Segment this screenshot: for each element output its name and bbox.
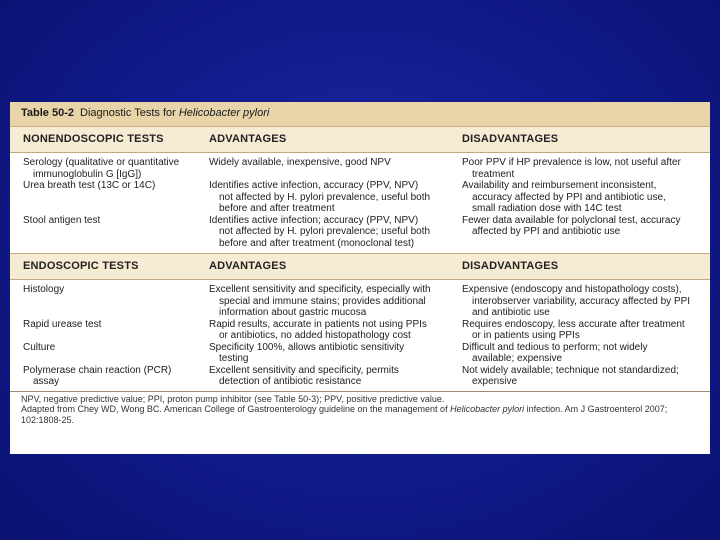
cell-line: Stool antigen test — [23, 214, 101, 226]
nonendoscopic-section — [10, 127, 710, 249]
disadvantages-cell — [451, 342, 710, 365]
table-footnote — [10, 391, 710, 426]
cell-line: Poor PPV if HP prevalence is low, not useful after — [462, 157, 681, 168]
table-row — [10, 319, 710, 342]
advantages-cell — [196, 365, 451, 388]
cell-line: information about gastric mucosa — [219, 307, 367, 318]
source-citation — [21, 404, 699, 415]
cell-line: Serology (qualitative or quantitative — [23, 157, 180, 168]
table-row — [10, 157, 710, 180]
header-disadvantages: DISADVANTAGES — [462, 132, 559, 145]
disadvantages-cell — [451, 365, 710, 388]
table-row — [10, 365, 710, 388]
disadvantages-cell — [451, 157, 710, 180]
cell-line: before and after treatment — [219, 203, 335, 214]
cell-line: immunoglobulin G [IgG]) — [33, 168, 142, 180]
test-cell — [10, 319, 196, 342]
cell-line: available; expensive — [472, 353, 563, 364]
test-cell — [10, 157, 196, 180]
disadvantages-cell — [451, 215, 710, 250]
cell-line: assay — [33, 376, 60, 387]
disadvantages-cell — [451, 180, 710, 215]
cell-line: Excellent sensitivity and specificity, especially with — [209, 284, 431, 295]
header-tests: NONENDOSCOPIC TESTS — [23, 132, 164, 145]
advantages-cell — [196, 215, 451, 250]
header-advantages: ADVANTAGES — [209, 259, 287, 272]
cell-line: Rapid results, accurate in patients not using PPIs — [209, 318, 427, 330]
cell-line: not affected by H. pylori prevalence; useful both — [219, 226, 431, 237]
table-number: Table 50-2 — [21, 107, 74, 120]
endoscopic-rows — [10, 280, 710, 388]
advantages-cell — [196, 157, 451, 180]
nonendoscopic-header-row — [10, 127, 710, 153]
advantages-cell — [196, 342, 451, 365]
header-disadvantages: DISADVANTAGES — [462, 259, 559, 272]
citation-pages: 102:1808-25. — [21, 414, 75, 425]
cell-line: Not widely available; technique not standardized; — [462, 364, 679, 376]
cell-line: or antibiotics, no added histopathology cost — [219, 330, 411, 341]
cell-line: Excellent sensitivity and specificity, permits — [209, 364, 399, 376]
abbreviations-note: NPV, negative predictive value; PPI, proton pump inhibitor (see Table 50-3); PPV, positive predictive value. — [21, 393, 445, 404]
table-title-text: Diagnostic Tests for — [80, 107, 176, 120]
cell-line: Widely available, inexpensive, good NPV — [209, 157, 391, 168]
table-row — [10, 215, 710, 250]
advantages-cell — [196, 319, 451, 342]
cell-line: or in patients using PPIs — [472, 330, 580, 341]
cell-line: before and after treatment (monoclonal test) — [219, 237, 415, 249]
disadvantages-cell — [451, 284, 710, 319]
header-advantages: ADVANTAGES — [209, 132, 287, 145]
table-row — [10, 180, 710, 215]
table-title-organism: Helicobacter pylori — [178, 107, 270, 120]
cell-line: Availability and reimbursement inconsistent, — [462, 180, 657, 191]
cell-line: small radiation dose with 14C test — [472, 203, 622, 214]
citation-organism: Helicobacter pylori — [450, 404, 525, 414]
test-cell — [10, 180, 196, 215]
cell-line: testing — [219, 353, 249, 364]
endoscopic-section — [10, 253, 710, 388]
disadvantages-cell — [451, 319, 710, 342]
citation-part-2: infection. Am J Gastroenterol 2007; — [526, 404, 668, 414]
advantages-cell — [196, 180, 451, 215]
cell-line: Histology — [23, 284, 65, 295]
header-tests: ENDOSCOPIC TESTS — [23, 259, 139, 272]
cell-line: special and immune stains; provides additional — [219, 295, 426, 307]
cell-line: and antibiotic use — [472, 307, 550, 318]
cell-line: expensive — [472, 376, 518, 387]
cell-line: accuracy affected by PPI and antibiotic use, — [472, 191, 666, 203]
cell-line: detection of antibiotic resistance — [219, 376, 362, 387]
cell-line: Fewer data available for polyclonal test, accuracy — [462, 214, 681, 226]
table-title — [10, 102, 710, 127]
cell-line: Expensive (endoscopy and histopathology costs), — [462, 284, 682, 295]
test-cell — [10, 342, 196, 365]
endoscopic-header-row — [10, 253, 710, 280]
cell-line: Polymerase chain reaction (PCR) — [23, 364, 172, 376]
cell-line: not affected by H. pylori prevalence, useful both — [219, 191, 431, 203]
diagnostic-tests-table — [10, 102, 710, 454]
cell-line: treatment — [472, 168, 515, 180]
cell-line: Identifies active infection, accuracy (PPV, NPV) — [209, 180, 419, 191]
test-cell — [10, 365, 196, 388]
table-row — [10, 342, 710, 365]
cell-line: interobserver variability, accuracy affected by PPI — [472, 295, 691, 307]
table-row — [10, 284, 710, 319]
cell-line: Urea breath test (13C or 14C) — [23, 180, 156, 191]
advantages-cell — [196, 284, 451, 319]
nonendoscopic-rows — [10, 153, 710, 249]
cell-line: Requires endoscopy, less accurate after treatment — [462, 318, 685, 330]
cell-line: affected by PPI and antibiotic use — [472, 226, 621, 237]
cell-line: Specificity 100%, allows antibiotic sensitivity — [209, 341, 405, 353]
cell-line: Identifies active infection; accuracy (PPV, NPV) — [209, 214, 419, 226]
cell-line: Difficult and tedious to perform; not widely — [462, 341, 648, 353]
test-cell — [10, 215, 196, 250]
cell-line: Culture — [23, 341, 56, 353]
citation-part-1: Adapted from Chey WD, Wong BC. American College of Gastroenterology guideline on the management of — [21, 404, 448, 414]
test-cell — [10, 284, 196, 319]
cell-line: Rapid urease test — [23, 318, 102, 330]
